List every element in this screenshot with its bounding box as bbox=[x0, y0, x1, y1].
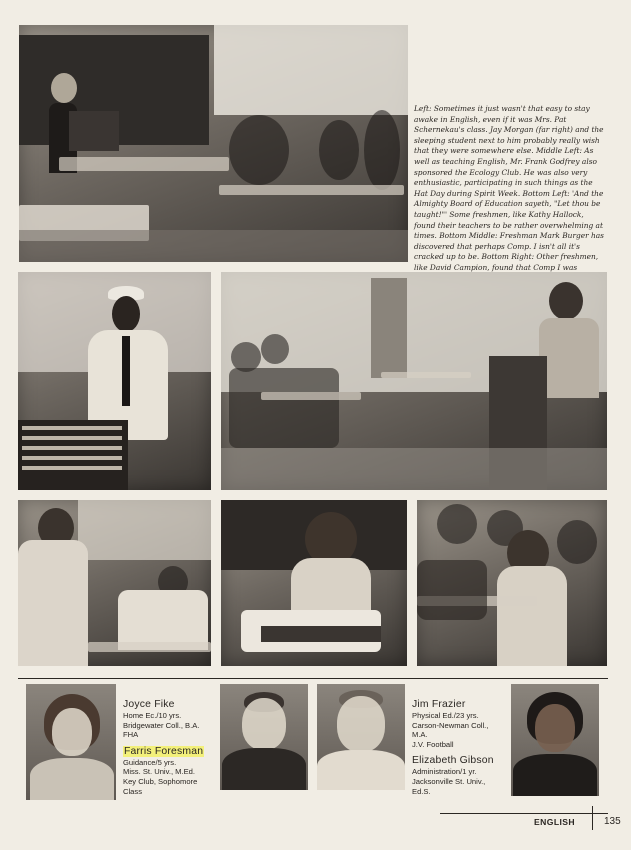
photo-classroom-top bbox=[19, 25, 408, 262]
section-label: ENGLISH bbox=[534, 817, 575, 827]
faculty-name: Elizabeth Gibson bbox=[412, 755, 494, 767]
photo-bottom-left bbox=[18, 500, 211, 666]
photo-teacher-hat bbox=[18, 272, 211, 490]
portrait-elizabeth-gibson bbox=[511, 684, 599, 796]
section-divider bbox=[18, 678, 608, 679]
faculty-detail: M.A. bbox=[412, 730, 428, 740]
portrait-joyce-fike bbox=[26, 684, 116, 800]
faculty-detail: Class bbox=[123, 786, 142, 796]
faculty-name-highlighted: Farris Foresman bbox=[124, 745, 204, 757]
photo-bottom-middle bbox=[221, 500, 407, 666]
faculty-detail: Bridgewater Coll., B.A. bbox=[123, 720, 200, 730]
faculty-detail: Guidance/5 yrs. bbox=[123, 757, 177, 767]
portrait-jim-frazier bbox=[317, 684, 405, 790]
faculty-detail: FHA bbox=[123, 730, 139, 740]
faculty-detail: Physical Ed./23 yrs. bbox=[412, 711, 479, 720]
faculty-detail: Miss. St. Univ., M.Ed. bbox=[123, 767, 196, 777]
faculty-detail: J.V. Football bbox=[412, 739, 454, 749]
photo-bottom-right bbox=[417, 500, 607, 666]
photo-caption: Left: Sometimes it just wasn't that easy to stay awake in English, even if it was Mrs. Pat Schernekau's class. Jay Morgan (far right) and the sleeping student next to him probably really wish that they were somewhere else. Middle Left: As well as teaching English, Mr. Frank Godfrey also sponsored the Ecology Club. He was also very enthusiastic, participating in such things as the Hat Day during Spirit Week. Bottom Left: 'And the Almighty Board of Education sayeth, "Let thou be taught!"' Some freshmen, like Kathy Hallock, found their teachers to be rather overwhelming at times. Bottom Middle: Freshman Mark Burger has discovered that perhaps Comp. I isn't all it's cracked up to be. Bottom Right: Other freshmen, like David Campion, found that Comp I was bbox=[414, 104, 604, 272]
photo-classroom-middle bbox=[221, 272, 607, 490]
faculty-detail: Administration/1 yr. bbox=[412, 767, 477, 777]
faculty-block-right bbox=[412, 698, 507, 796]
portrait-farris-foresman bbox=[220, 684, 308, 790]
footer-rule bbox=[440, 813, 608, 814]
footer-tick bbox=[592, 806, 593, 830]
faculty-detail: Key Club, Sophomore bbox=[123, 776, 198, 786]
faculty-detail: Ed.S. bbox=[412, 786, 431, 796]
faculty-detail: Carson-Newman Coll., bbox=[412, 720, 489, 730]
faculty-detail: Home Ec./10 yrs. bbox=[123, 711, 182, 720]
faculty-detail: Jacksonville St. Univ., bbox=[412, 776, 486, 786]
faculty-name: Jim Frazier bbox=[412, 699, 466, 710]
page-number: 135 bbox=[604, 816, 621, 827]
faculty-name: Joyce Fike bbox=[123, 699, 175, 710]
faculty-block-left bbox=[123, 698, 219, 796]
